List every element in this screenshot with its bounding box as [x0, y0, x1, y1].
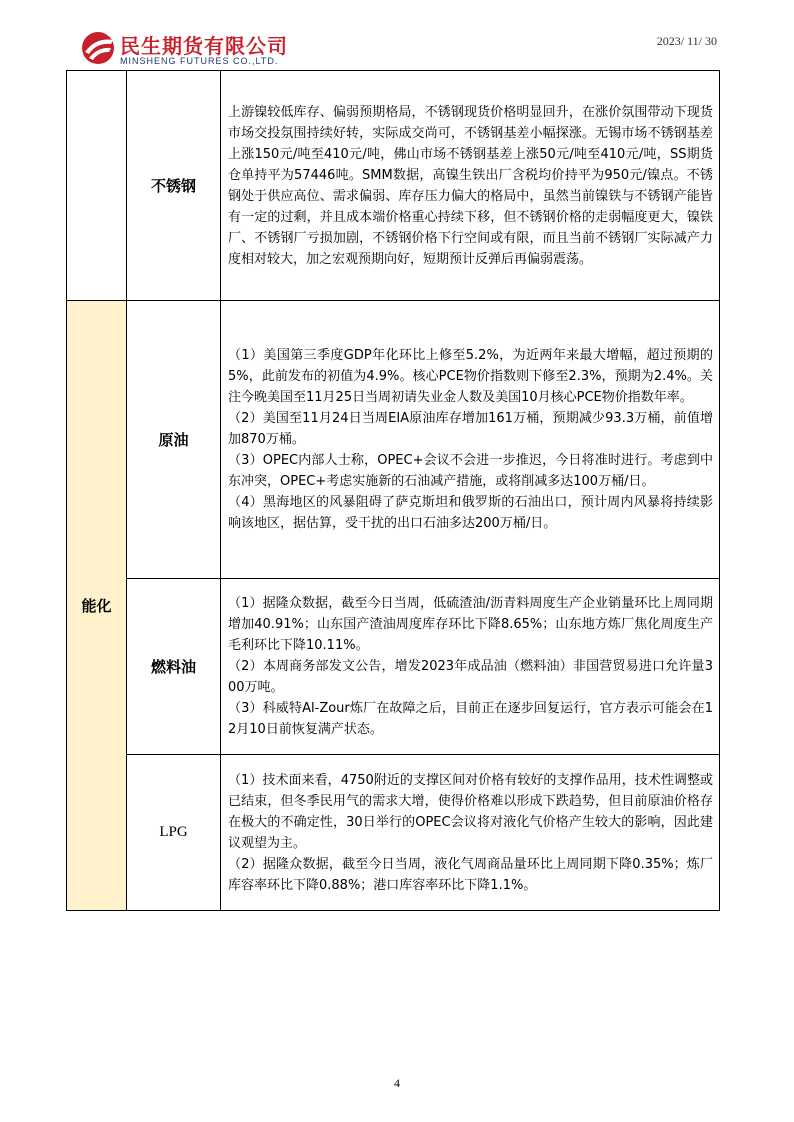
minsheng-logo-icon: [80, 30, 116, 66]
report-date: 2023/ 11/ 30: [656, 34, 717, 48]
commentary-paragraph: （2）美国至11月24日当周EIA原油库存增加161万桶，预期减少93.3万桶，前值增加870万桶。: [228, 411, 713, 447]
commentary-paragraph: （1）据隆众数据，截至今日当周，低硫渣油/沥青料周度生产企业销量环比上周同期增加40.91%；山东国产渣油周度库存环比下降8.65%；山东地方炼厂焦化周度生产毛利环比下降10.11%。: [228, 596, 713, 653]
product-name: 原油: [127, 301, 221, 579]
commentary-paragraph: （2）本周商务部发文公告，增发2023年成品油（燃料油）非国营贸易进口允许量300万吨。: [228, 659, 713, 695]
page-number: 4: [394, 1076, 400, 1090]
commentary-paragraph: 上游镍较低库存、偏弱预期格局，不锈钢现货价格明显回升，在涨价氛围带动下现货市场交投氛围持续好转，实际成交尚可，不锈钢基差小幅探涨。无锡市场不锈钢基差上涨150元/吨至410元/吨，佛山市场不锈钢基差上涨50元/吨至410元/吨，SS期货仓单持平为57446吨。SMM数据，高镍生铁出厂含税均价持平为950元/镍点。不锈钢处于供应高位、需求偏弱、库存压力偏大的格局中，虽然当前镍铁与不锈钢产能皆有一定的过剩，并且成本端价格重心持续下移，但不锈钢价格的走弱幅度更大，镍铁厂、不锈钢厂亏损加剧，不锈钢价格下行空间或有限，而且当前不锈钢厂实际减产力度相对较大，加之宏观预期向好，短期预计反弹后再偏弱震荡。: [228, 104, 713, 267]
commentary-paragraph: （4）黑海地区的风暴阻碍了萨克斯坦和俄罗斯的石油出口，预计周内风暴将持续影响该地区，据估算，受干扰的出口石油多达200万桶/日。: [228, 495, 713, 531]
commentary-paragraph: （1）美国第三季度GDP年化环比上修至5.2%，为近两年来最大增幅，超过预期的5%，此前发布的初值为4.9%。核心PCE物价指数则下修至2.3%，预期为2.4%。关注今晚美国至11月25日当周初请失业金人数及美国10月核心PCE物价指数年率。: [228, 348, 713, 405]
commentary-paragraph: （2）据隆众数据，截至今日当周，液化气周商品量环比上周同期下降0.35%；炼厂库容率环比下降0.88%；港口库容率环比下降1.1%。: [228, 856, 713, 893]
table-row: [67, 71, 720, 301]
company-name-cn: 民生期货有限公司: [120, 34, 288, 58]
commentary-paragraph: （3）OPEC内部人士称，OPEC+会议不会进一步推迟，今日将准时进行。考虑到中东冲突，OPEC+考虑实施新的石油减产措施，或将削减多达100万桶/日。: [228, 453, 713, 489]
table-row: [67, 301, 720, 579]
page-header: [0, 0, 794, 70]
product-name: 不锈钢: [127, 71, 221, 301]
commentary-cell: [221, 71, 720, 301]
commentary-paragraph: （1）技术面来看，4750附近的支撑区间对价格有较好的支撑作品用，技术性调整或已结束，但冬季民用气的需求大增，使得价格难以形成下跌趋势，但目前原油价格存在极大的不确定性，30日举行的OPEC会议将对液化气价格产生较大的影响，因此建议观望为主。: [228, 772, 713, 851]
company-name-en: MINSHENG FUTURES CO.,LTD.: [120, 56, 279, 66]
commentary-paragraph: （3）科威特Al-Zour炼厂在故障之后，目前正在逐步回复运行，官方表示可能会在12月10日前恢复满产状态。: [228, 701, 713, 737]
table-row: [67, 755, 720, 911]
commentary-cell: [221, 755, 720, 911]
table-row: [67, 579, 720, 755]
category-cell: 能化: [67, 301, 127, 911]
commodity-table: [66, 70, 720, 911]
commentary-cell: [221, 301, 720, 579]
product-name: LPG: [127, 755, 221, 911]
product-name: 燃料油: [127, 579, 221, 755]
commentary-cell: [221, 579, 720, 755]
category-cell: [67, 71, 127, 301]
